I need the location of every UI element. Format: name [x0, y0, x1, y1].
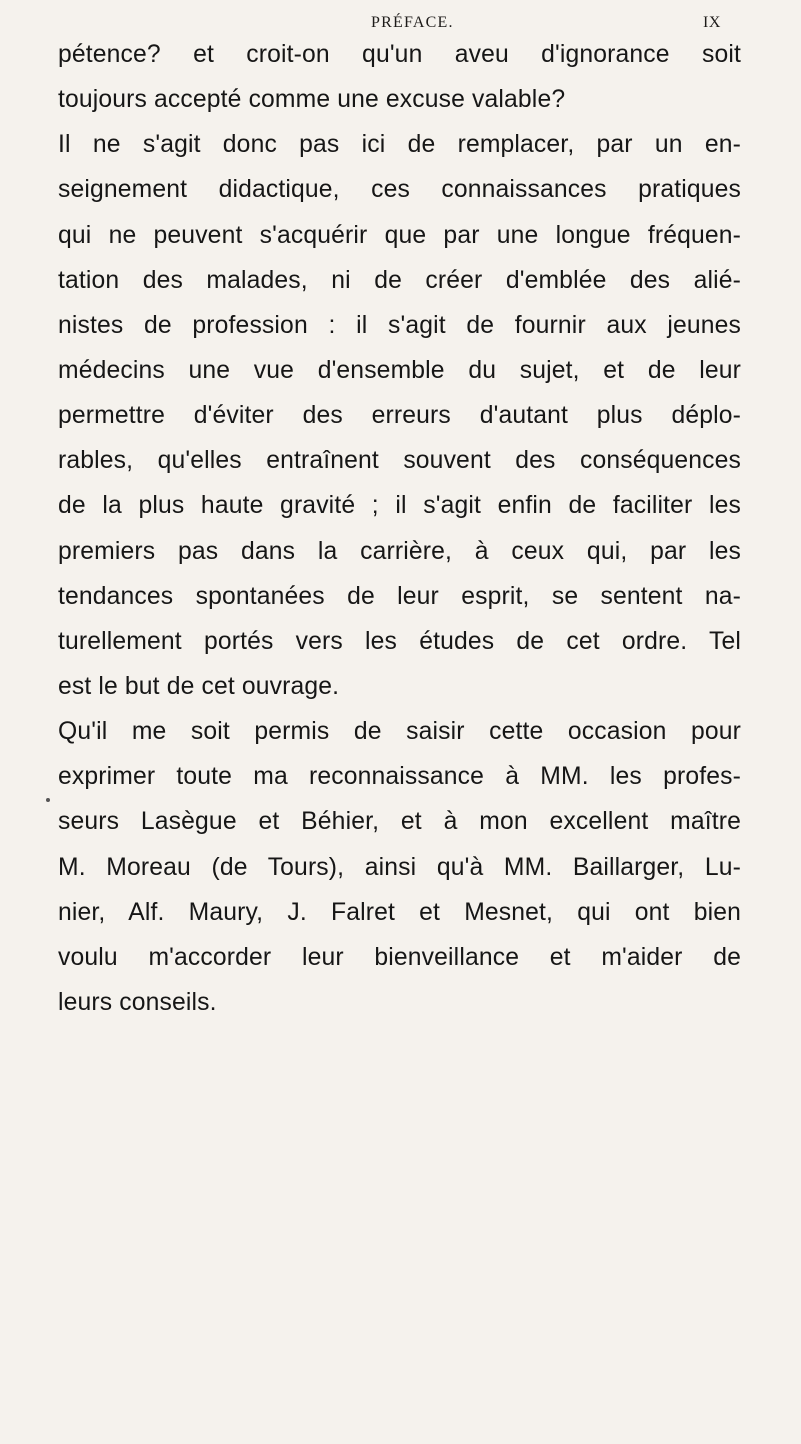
text-line: tation des malades, ni de créer d'emblée des alié- [58, 266, 741, 294]
text-line: nier, Alf. Maury, J. Falret et Mesnet, qui ont bien [58, 898, 741, 926]
text-line: seignement didactique, ces connaissances pratiques [58, 176, 741, 204]
text-line: turellement portés vers les études de cet ordre. Tel [58, 627, 741, 655]
text-line: tendances spontanées de leur esprit, se sentent na- [58, 582, 741, 610]
text-line: nistes de profession : il s'agit de fournir aux jeunes [58, 311, 741, 339]
text-line: toujours accepté comme une excuse valable? [58, 86, 566, 114]
preface-text [58, 32, 741, 1025]
text-line: médecins une vue d'ensemble du sujet, et de leur [58, 356, 741, 384]
paragraph-start-line: Qu'il me soit permis de saisir cette occasion pour [58, 718, 741, 746]
text-line: pétence? et croit-on qu'un aveu d'ignorance soit [58, 41, 741, 68]
text-line: permettre d'éviter des erreurs d'autant plus déplo- [58, 402, 741, 430]
text-line: rables, qu'elles entraînent souvent des conséquences [58, 447, 741, 475]
ink-speck [46, 798, 50, 802]
text-line: qui ne peuvent s'acquérir que par une longue fréquen- [58, 221, 741, 249]
text-line: leurs conseils. [58, 988, 217, 1016]
paragraph-start-line: Il ne s'agit donc pas ici de remplacer, par un en- [58, 131, 741, 159]
text-line: voulu m'accorder leur bienveillance et m'aider de [58, 943, 741, 971]
text-line: de la plus haute gravité ; il s'agit enfin de faciliter les [58, 492, 741, 520]
running-title: PRÉFACE. [371, 14, 454, 31]
text-line: premiers pas dans la carrière, à ceux qui, par les [58, 537, 741, 565]
text-line: est le but de cet ouvrage. [58, 672, 340, 700]
page-number: IX [703, 14, 721, 31]
text-line: M. Moreau (de Tours), ainsi qu'à MM. Baillarger, Lu- [58, 853, 741, 881]
text-line: seurs Lasègue et Béhier, et à mon excellent maître [58, 808, 741, 836]
text-line: exprimer toute ma reconnaissance à MM. les profes- [58, 763, 741, 791]
